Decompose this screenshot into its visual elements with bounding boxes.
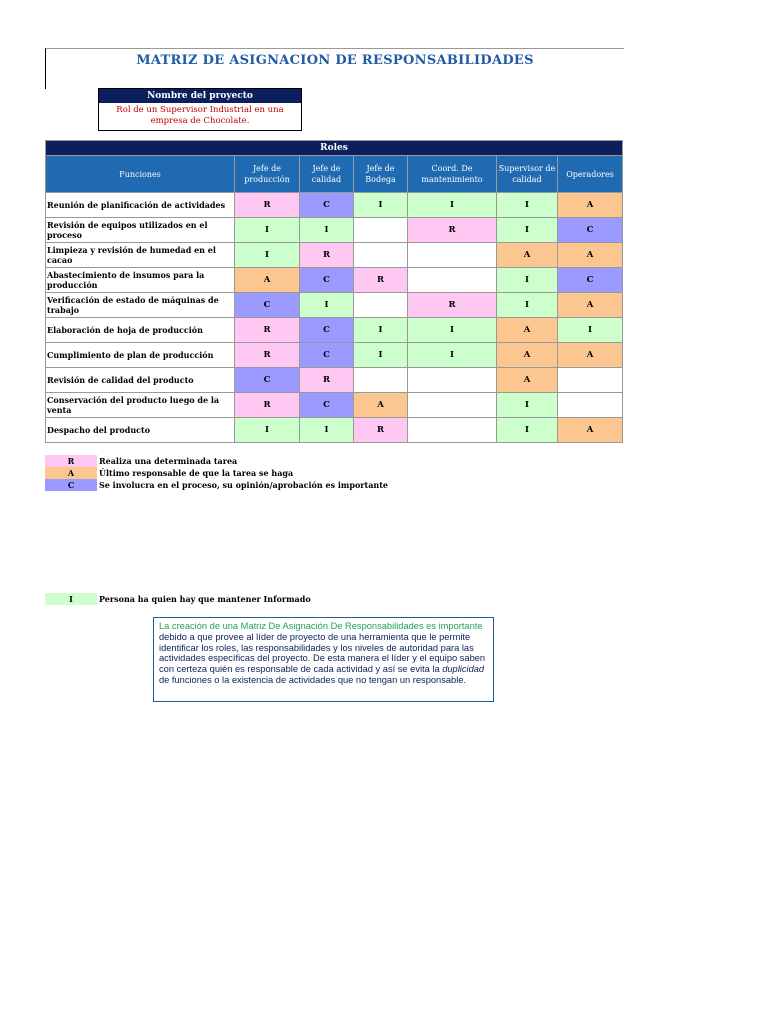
note-highlight: La creación de una Matriz De Asignación De Responsabilidades es importante bbox=[159, 621, 483, 631]
raci-cell: R bbox=[300, 243, 354, 268]
raci-cell: I bbox=[300, 293, 354, 318]
raci-cell: I bbox=[354, 193, 408, 218]
raci-cell: A bbox=[235, 268, 300, 293]
raci-cell: I bbox=[558, 318, 623, 343]
col-header: Jefe de calidad bbox=[300, 156, 354, 193]
raci-cell bbox=[408, 393, 497, 418]
function-cell: Revisión de equipos utilizados en el proceso bbox=[46, 218, 235, 243]
note-text-end: de funciones o la existencia de actividades que no tengan un responsable. bbox=[159, 674, 467, 685]
raci-cell: I bbox=[408, 193, 497, 218]
raci-cell bbox=[354, 368, 408, 393]
raci-cell: C bbox=[300, 318, 354, 343]
raci-cell bbox=[354, 293, 408, 318]
table-row bbox=[46, 293, 623, 318]
table-row bbox=[46, 343, 623, 368]
raci-cell: R bbox=[354, 268, 408, 293]
raci-cell: I bbox=[408, 343, 497, 368]
function-cell: Revisión de calidad del producto bbox=[46, 368, 235, 393]
legend-swatch: A bbox=[45, 467, 97, 479]
raci-cell bbox=[354, 218, 408, 243]
raci-cell: A bbox=[354, 393, 408, 418]
table-row bbox=[46, 243, 623, 268]
raci-cell: I bbox=[300, 218, 354, 243]
raci-cell: R bbox=[235, 318, 300, 343]
table-row bbox=[46, 318, 623, 343]
raci-cell: R bbox=[235, 193, 300, 218]
function-cell: Verificación de estado de máquinas de trabajo bbox=[46, 293, 235, 318]
table-row bbox=[46, 368, 623, 393]
legend-text: Último responsable de que la tarea se haga bbox=[99, 468, 294, 478]
raci-cell: C bbox=[300, 268, 354, 293]
raci-cell bbox=[408, 268, 497, 293]
raci-cell: A bbox=[497, 343, 558, 368]
col-header: Jefe de Bodega bbox=[354, 156, 408, 193]
function-cell: Despacho del producto bbox=[46, 418, 235, 443]
raci-cell: A bbox=[497, 368, 558, 393]
table-row bbox=[46, 268, 623, 293]
note-box bbox=[153, 617, 494, 702]
legend-text: Se involucra en el proceso, su opinión/aprobación es importante bbox=[99, 480, 388, 490]
roles-header: Roles bbox=[46, 141, 623, 156]
functions-header: Funciones bbox=[46, 156, 235, 193]
raci-cell bbox=[408, 368, 497, 393]
title-block bbox=[45, 48, 624, 89]
legend-swatch: I bbox=[45, 593, 97, 605]
raci-cell: I bbox=[497, 218, 558, 243]
raci-cell: R bbox=[235, 343, 300, 368]
raci-cell: I bbox=[497, 418, 558, 443]
raci-cell: A bbox=[558, 418, 623, 443]
raci-cell: I bbox=[497, 293, 558, 318]
raci-cell: R bbox=[408, 218, 497, 243]
raci-cell: I bbox=[300, 418, 354, 443]
legend-swatch: R bbox=[45, 455, 97, 467]
raci-cell: R bbox=[300, 368, 354, 393]
raci-cell bbox=[354, 243, 408, 268]
raci-cell: I bbox=[235, 218, 300, 243]
raci-cell: C bbox=[235, 368, 300, 393]
function-cell: Cumplimiento de plan de producción bbox=[46, 343, 235, 368]
raci-cell bbox=[558, 393, 623, 418]
function-cell: Conservación del producto luego de la venta bbox=[46, 393, 235, 418]
responsibility-matrix bbox=[45, 140, 623, 443]
legend-text: Persona ha quien hay que mantener Informado bbox=[99, 594, 311, 604]
project-name: Rol de un Supervisor Industrial en una empresa de Chocolate. bbox=[99, 103, 301, 130]
col-header: Coord. De mantenimiento bbox=[408, 156, 497, 193]
raci-cell: C bbox=[300, 193, 354, 218]
legend-swatch: C bbox=[45, 479, 97, 491]
raci-cell: I bbox=[408, 318, 497, 343]
project-header: Nombre del proyecto bbox=[99, 89, 301, 103]
table-row bbox=[46, 393, 623, 418]
raci-cell: I bbox=[354, 343, 408, 368]
raci-cell bbox=[558, 368, 623, 393]
function-cell: Abastecimiento de insumos para la producción bbox=[46, 268, 235, 293]
raci-cell: R bbox=[235, 393, 300, 418]
raci-cell: C bbox=[300, 343, 354, 368]
note-italic: duplicidad bbox=[442, 664, 485, 675]
raci-cell: A bbox=[558, 343, 623, 368]
raci-cell bbox=[408, 243, 497, 268]
function-cell: Limpieza y revisión de humedad en el cacao bbox=[46, 243, 235, 268]
col-header: Jefe de producción bbox=[235, 156, 300, 193]
raci-cell: R bbox=[354, 418, 408, 443]
raci-cell bbox=[408, 418, 497, 443]
table-row bbox=[46, 218, 623, 243]
raci-cell: C bbox=[300, 393, 354, 418]
raci-cell: I bbox=[497, 193, 558, 218]
table-row bbox=[46, 418, 623, 443]
raci-cell: I bbox=[235, 418, 300, 443]
function-cell: Reunión de planificación de actividades bbox=[46, 193, 235, 218]
raci-cell: C bbox=[235, 293, 300, 318]
page-title: MATRIZ DE ASIGNACION DE RESPONSABILIDADES bbox=[136, 53, 534, 68]
raci-cell: C bbox=[558, 218, 623, 243]
note-text: debido a que provee al líder de proyecto de una herramienta que le permite identificar los roles, las responsabilidades y los niveles de autoridad para las actividades específicas del proyecto. De esta manera el líder y el equipo saben con certeza quién es responsable de cada actividad y así se evita la bbox=[159, 631, 486, 675]
raci-cell: I bbox=[497, 268, 558, 293]
table-row bbox=[46, 193, 623, 218]
legend-text: Realiza una determinada tarea bbox=[99, 456, 238, 466]
raci-cell: R bbox=[408, 293, 497, 318]
raci-cell: I bbox=[354, 318, 408, 343]
raci-cell: A bbox=[497, 243, 558, 268]
raci-cell: A bbox=[497, 318, 558, 343]
raci-cell: A bbox=[558, 243, 623, 268]
col-header: Operadores bbox=[558, 156, 623, 193]
function-cell: Elaboración de hoja de producción bbox=[46, 318, 235, 343]
col-header: Supervisor de calidad bbox=[497, 156, 558, 193]
raci-cell: I bbox=[235, 243, 300, 268]
raci-cell: A bbox=[558, 193, 623, 218]
project-box bbox=[98, 88, 302, 131]
raci-cell: C bbox=[558, 268, 623, 293]
raci-cell: I bbox=[497, 393, 558, 418]
raci-cell: A bbox=[558, 293, 623, 318]
